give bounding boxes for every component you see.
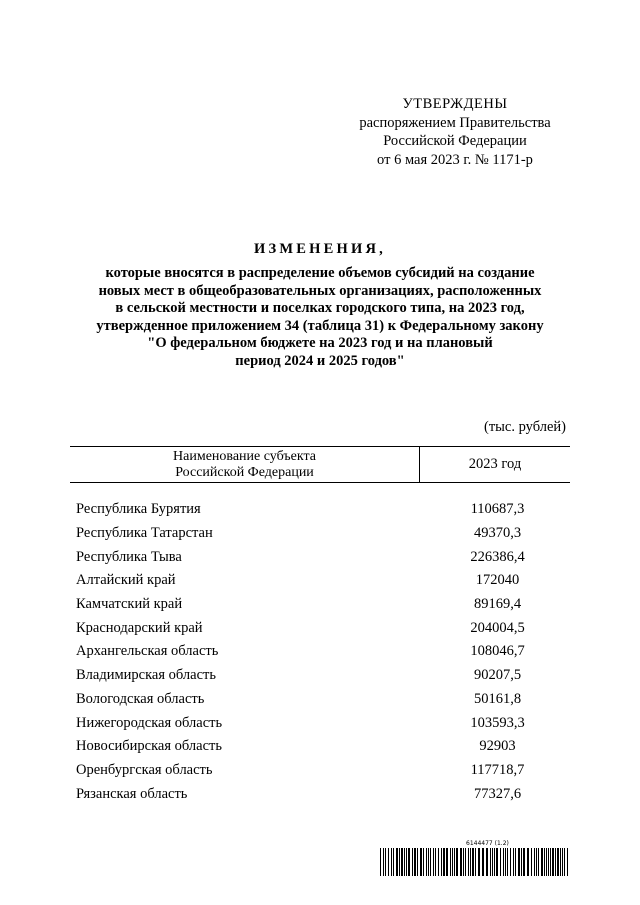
subsidy-value: 108046,7 bbox=[470, 643, 525, 660]
table-row bbox=[70, 664, 570, 688]
table-row bbox=[70, 759, 570, 783]
table-row bbox=[70, 711, 570, 735]
header-subject-name-line: Российской Федерации bbox=[175, 465, 314, 480]
subsidy-value: 117718,7 bbox=[470, 761, 525, 778]
region-name: Республика Бурятия bbox=[76, 501, 201, 518]
subsidy-value: 110687,3 bbox=[470, 501, 525, 518]
barcode-icon bbox=[380, 848, 572, 876]
table-row bbox=[70, 498, 570, 522]
region-name: Республика Тыва bbox=[76, 548, 182, 565]
subtitle-line: "О федеральном бюджете на 2023 год и на плановый bbox=[147, 335, 493, 351]
subsidy-value: 103593,3 bbox=[470, 714, 525, 731]
subsidy-value: 92903 bbox=[479, 738, 516, 755]
table-row bbox=[70, 593, 570, 617]
table-body bbox=[70, 483, 570, 806]
subtitle-line: новых мест в общеобразовательных организациях, расположенных bbox=[98, 282, 542, 299]
subsidy-value: 77327,6 bbox=[473, 785, 522, 802]
document-subtitle bbox=[60, 265, 580, 370]
region-name: Оренбургская область bbox=[76, 761, 213, 778]
table-row bbox=[70, 782, 570, 806]
barcode-label: 6144477 (1.2) bbox=[466, 840, 509, 847]
subtitle-line: которые вносятся в распределение объемов субсидий на создание bbox=[105, 265, 535, 281]
header-year: 2023 год bbox=[419, 447, 570, 482]
table-row bbox=[70, 640, 570, 664]
subsidy-value: 204004,5 bbox=[470, 619, 525, 636]
header-subject-name bbox=[70, 447, 419, 482]
region-name: Вологодская область bbox=[76, 690, 205, 707]
region-name: Краснодарский край bbox=[76, 619, 203, 636]
subsidy-value: 49370,3 bbox=[473, 525, 522, 542]
region-name: Камчатский край bbox=[76, 596, 183, 613]
subsidy-table bbox=[70, 446, 570, 806]
approval-authority-country: Российской Федерации bbox=[383, 133, 527, 149]
table-row bbox=[70, 688, 570, 712]
region-name: Владимирская область bbox=[76, 667, 216, 684]
region-name: Алтайский край bbox=[76, 572, 176, 589]
table-header bbox=[70, 446, 570, 483]
units-note: (тыс. рублей) bbox=[484, 419, 566, 435]
approval-authority: распоряжением Правительства bbox=[359, 114, 551, 131]
table-row bbox=[70, 569, 570, 593]
subtitle-line: утвержденное приложением 34 (таблица 31) к Федеральному закону bbox=[96, 317, 544, 334]
region-name: Республика Татарстан bbox=[76, 525, 213, 542]
region-name: Рязанская область bbox=[76, 785, 188, 802]
subsidy-value: 172040 bbox=[475, 572, 520, 589]
table-row bbox=[70, 735, 570, 759]
document-title: ИЗМЕНЕНИЯ, bbox=[254, 241, 386, 257]
barcode bbox=[380, 840, 572, 876]
approval-stamp bbox=[330, 95, 580, 169]
table-row bbox=[70, 522, 570, 546]
subtitle-line: период 2024 и 2025 годов" bbox=[235, 352, 405, 369]
approval-title: УТВЕРЖДЕНЫ bbox=[402, 96, 508, 112]
subtitle-line: в сельской местности и поселках городского типа, на 2023 год, bbox=[115, 300, 525, 316]
table-row bbox=[70, 616, 570, 640]
subsidy-value: 50161,8 bbox=[473, 690, 522, 707]
subsidy-value: 89169,4 bbox=[473, 596, 522, 613]
region-name: Нижегородская область bbox=[76, 714, 223, 731]
header-subject-name-line: Наименование субъекта bbox=[173, 449, 316, 464]
approval-date-number: от 6 мая 2023 г. № 1171-р bbox=[377, 151, 533, 168]
table-row bbox=[70, 545, 570, 569]
subsidy-value: 226386,4 bbox=[470, 548, 525, 565]
subsidy-value: 90207,5 bbox=[473, 667, 522, 684]
region-name: Новосибирская область bbox=[76, 738, 222, 755]
region-name: Архангельская область bbox=[76, 643, 219, 660]
